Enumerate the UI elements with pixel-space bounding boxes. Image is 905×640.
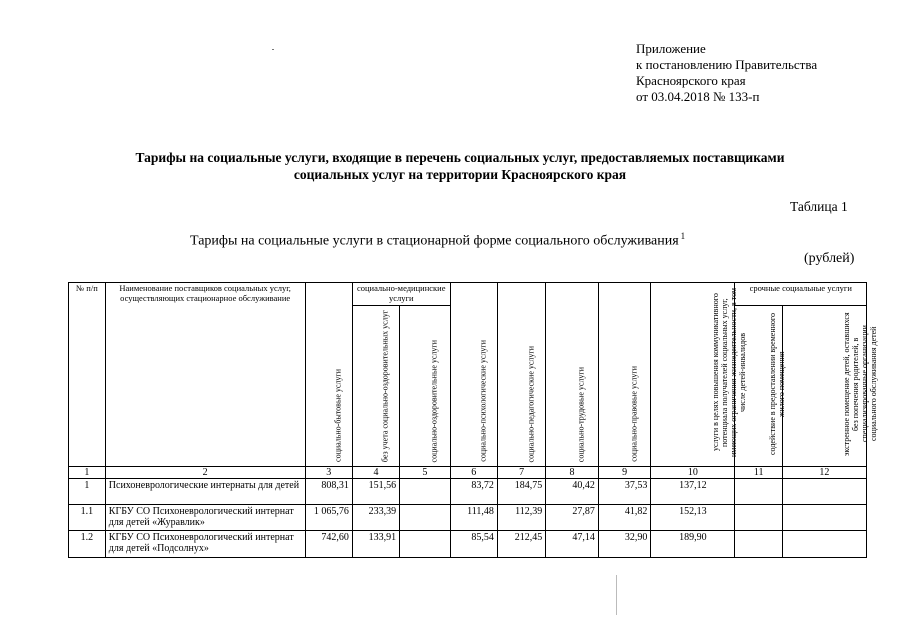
cell-labor: 40,42 bbox=[546, 479, 599, 505]
cell-pedagogical: 112,39 bbox=[497, 505, 545, 531]
table-row bbox=[69, 531, 867, 558]
cell-pedagogical: 184,75 bbox=[497, 479, 545, 505]
appendix-line: Приложение bbox=[636, 41, 706, 56]
document-title bbox=[60, 149, 860, 183]
header-medical-group: социально-медицинские услуги bbox=[352, 283, 450, 306]
cell-legal: 41,82 bbox=[598, 505, 651, 531]
header-medical-health-text: социально-оздоровительные услуги bbox=[429, 339, 439, 462]
cell-medical-health bbox=[400, 479, 450, 505]
header-urgent-children-text: экстренное помещение детей, оставшихся без попечения родителей, в специализированные организации социального обслуживания детей bbox=[842, 312, 879, 456]
header-psychological bbox=[450, 283, 497, 467]
caption-footnote-mark: 1 bbox=[680, 231, 686, 241]
header-pedagogical-text: социально-педагогические услуги bbox=[526, 345, 536, 462]
cell-medical-health bbox=[400, 505, 450, 531]
tariffs-table bbox=[68, 282, 879, 558]
header-legal bbox=[598, 283, 651, 467]
column-number: 1 bbox=[69, 467, 106, 479]
column-number: 9 bbox=[598, 467, 651, 479]
cell-psychological: 111,48 bbox=[450, 505, 497, 531]
cell-communicative: 137,12 bbox=[651, 479, 735, 505]
cell-communicative: 189,90 bbox=[651, 531, 735, 558]
header-communicative-text: услуги в целях повышения коммуникативного потенциала получателей социальных услуг, имеющих ограничения жизнедеятельности, в том числе детей-инвалидов bbox=[710, 287, 747, 458]
appendix-line: Красноярского края bbox=[636, 73, 746, 88]
cell-urgent-children bbox=[782, 531, 866, 558]
header-household bbox=[305, 283, 352, 467]
column-number: 7 bbox=[497, 467, 545, 479]
row-provider-name: КГБУ СО Психоневрологический интернат для детей «Подсолнух» bbox=[105, 531, 305, 558]
cell-psychological: 85,54 bbox=[450, 531, 497, 558]
appendix-block bbox=[636, 41, 817, 105]
column-number: 11 bbox=[735, 467, 782, 479]
header-pedagogical bbox=[497, 283, 545, 467]
cell-medical-without: 233,39 bbox=[352, 505, 399, 531]
cell-household: 808,31 bbox=[305, 479, 352, 505]
row-num: 1.2 bbox=[69, 531, 106, 558]
row-num: 1.1 bbox=[69, 505, 106, 531]
units-label: (рублей) bbox=[804, 251, 855, 266]
cell-legal: 32,90 bbox=[598, 531, 651, 558]
cell-communicative: 152,13 bbox=[651, 505, 735, 531]
cell-urgent-housing bbox=[735, 479, 782, 505]
cell-psychological: 83,72 bbox=[450, 479, 497, 505]
header-household-text: социально-бытовые услуги bbox=[333, 369, 343, 462]
column-number: 2 bbox=[105, 467, 305, 479]
appendix-line: к постановлению Правительства bbox=[636, 57, 818, 72]
header-urgent-housing-text: содействие в предоставлении временного жилого помещения bbox=[767, 313, 786, 455]
table-caption-text: Тарифы на социальные услуги в стационарной форме социального обслуживания bbox=[190, 233, 679, 249]
cell-medical-health bbox=[400, 531, 450, 558]
column-number: 6 bbox=[450, 467, 497, 479]
column-number: 10 bbox=[651, 467, 735, 479]
header-urgent-children bbox=[782, 306, 879, 467]
header-urgent-group: срочные социальные услуги bbox=[735, 283, 867, 306]
header-provider-name: Наименование поставщиков социальных услуг, осуществляющих стационарное обслуживание bbox=[105, 283, 305, 467]
scan-edge-mark bbox=[616, 575, 617, 615]
header-psychological-text: социально-психологические услуги bbox=[478, 340, 488, 462]
title-line: Тарифы на социальные услуги, входящие в перечень социальных услуг, предоставляемых поставщиками bbox=[135, 150, 785, 165]
header-labor-text: социально-трудовые услуги bbox=[576, 366, 586, 462]
cell-legal: 37,53 bbox=[598, 479, 651, 505]
cell-household: 742,60 bbox=[305, 531, 352, 558]
cell-pedagogical: 212,45 bbox=[497, 531, 545, 558]
title-line: социальных услуг на территории Красноярского края bbox=[293, 167, 627, 182]
cell-urgent-children bbox=[782, 505, 866, 531]
header-num: № п/п bbox=[69, 283, 106, 467]
cell-labor: 47,14 bbox=[546, 531, 599, 558]
cell-medical-without: 151,56 bbox=[352, 479, 399, 505]
header-medical-without-text: без учета социально-оздоровительных услуг bbox=[380, 309, 390, 462]
row-provider-name: Психоневрологические интернаты для детей bbox=[105, 479, 305, 505]
column-number-row bbox=[69, 467, 867, 479]
row-num: 1 bbox=[69, 479, 106, 505]
table-caption bbox=[190, 231, 685, 250]
header-legal-text: социально-правовые услуги bbox=[629, 366, 639, 462]
header-labor bbox=[546, 283, 599, 467]
column-number: 12 bbox=[782, 467, 866, 479]
header-medical-without bbox=[352, 306, 399, 467]
column-number: 3 bbox=[305, 467, 352, 479]
table-row bbox=[69, 479, 867, 505]
appendix-line: от 03.04.2018 № 133-п bbox=[636, 89, 760, 104]
row-provider-name: КГБУ СО Психоневрологический интернат для детей «Журавлик» bbox=[105, 505, 305, 531]
cell-urgent-housing bbox=[735, 505, 782, 531]
cell-urgent-children bbox=[782, 479, 866, 505]
header-urgent-housing bbox=[735, 306, 786, 467]
header-communicative bbox=[651, 283, 747, 467]
column-number: 8 bbox=[546, 467, 599, 479]
cell-urgent-housing bbox=[735, 531, 782, 558]
cell-labor: 27,87 bbox=[546, 505, 599, 531]
cell-medical-without: 133,91 bbox=[352, 531, 399, 558]
cell-household: 1 065,76 bbox=[305, 505, 352, 531]
column-number: 4 bbox=[352, 467, 399, 479]
header-medical-health bbox=[400, 306, 450, 467]
column-number: 5 bbox=[400, 467, 450, 479]
table-number: Таблица 1 bbox=[790, 199, 848, 214]
scan-speck bbox=[272, 49, 274, 50]
table-row bbox=[69, 505, 867, 531]
